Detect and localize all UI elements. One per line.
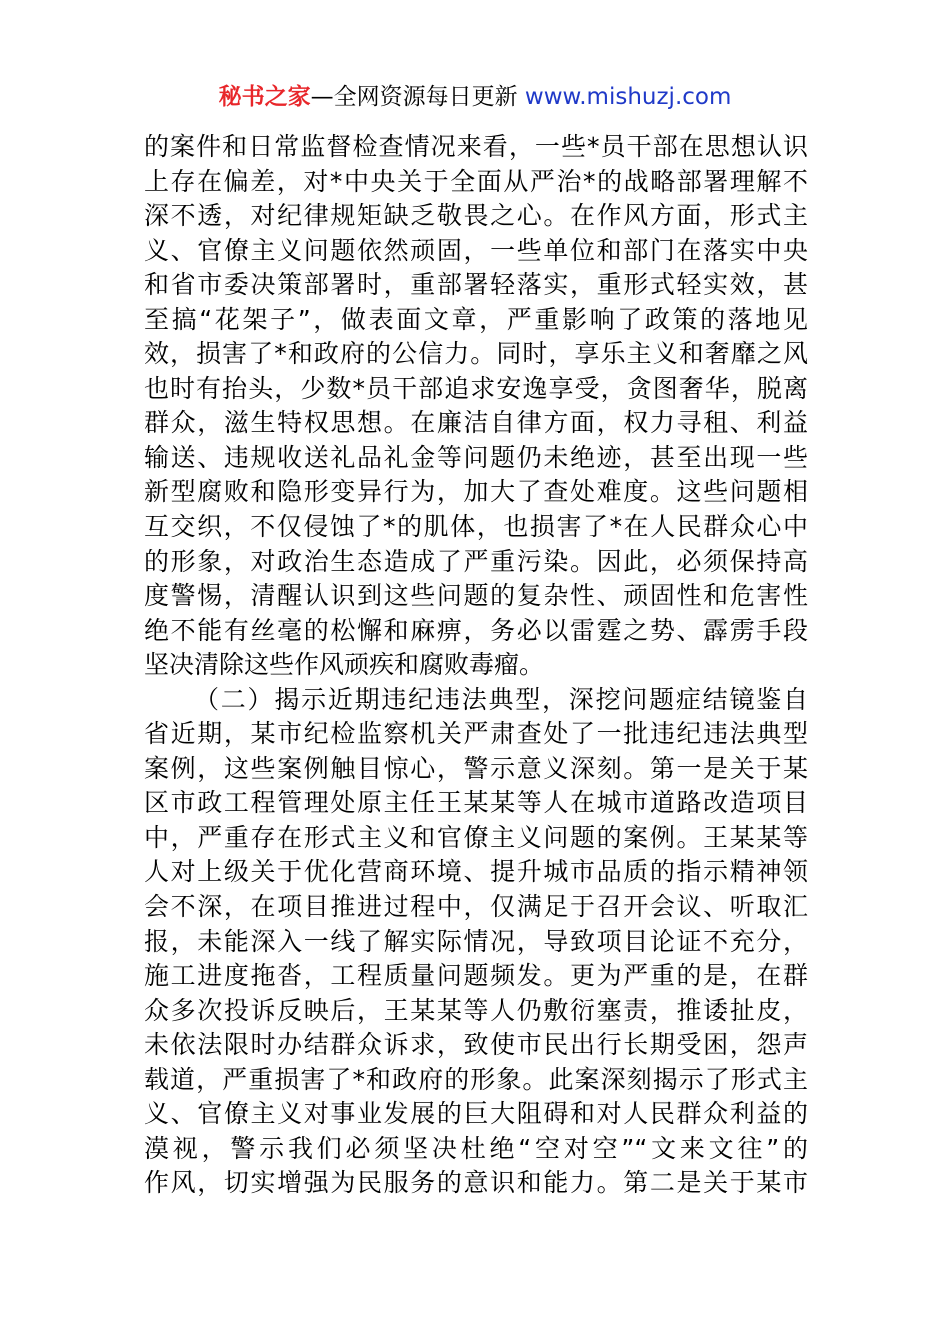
text-line: 的形象，对政治生态造成了严重污染。因此，必须保持高 <box>144 546 808 576</box>
text-line: 绝不能有丝毫的松懈和麻痹，务必以雷霆之势、霹雳手段 <box>144 615 808 645</box>
site-url-link[interactable]: www.mishuzj.com <box>524 84 732 110</box>
text-line: 群众，滋生特权思想。在廉洁自律方面，权力寻租、利益 <box>144 408 808 438</box>
text-line: 上存在偏差，对*中央关于全面从严治*的战略部署理解不 <box>144 166 808 196</box>
text-line: 报，未能深入一线了解实际情况，导致项目论证不充分， <box>144 926 808 956</box>
text-line: 作风，切实增强为民服务的意识和能力。第二是关于某市 <box>144 1168 808 1198</box>
text-line: 案例，这些案例触目惊心，警示意义深刻。第一是关于某 <box>144 753 808 783</box>
text-line: 区市政工程管理处原主任王某某等人在城市道路改造项目 <box>144 788 808 818</box>
text-line: 施工进度拖沓，工程质量问题频发。更为严重的是，在群 <box>144 961 808 991</box>
text-line: 输送、违规收送礼品礼金等问题仍未绝迹，甚至出现一些 <box>144 442 808 472</box>
text-line: 至搞“花架子”，做表面文章，严重影响了政策的落地见 <box>144 304 808 334</box>
text-line: 义、官僚主义对事业发展的巨大阻碍和对人民群众利益的 <box>144 1099 808 1129</box>
site-tagline: —全网资源每日更新 <box>310 84 518 110</box>
text-line: 载道，严重损害了*和政府的形象。此案深刻揭示了形式主 <box>144 1064 808 1094</box>
text-line: 会不深，在项目推进过程中，仅满足于召开会议、听取汇 <box>144 892 808 922</box>
text-line: 漠视，警示我们必须坚决杜绝“空对空”“文来文往”的 <box>144 1133 808 1163</box>
text-line: 深不透，对纪律规矩缺乏敬畏之心。在作风方面，形式主 <box>144 201 808 231</box>
text-line: 新型腐败和隐形变异行为，加大了查处难度。这些问题相 <box>144 477 808 507</box>
text-line: 中，严重存在形式主义和官僚主义问题的案例。王某某等 <box>144 822 808 852</box>
text-line: 人对上级关于优化营商环境、提升城市品质的指示精神领 <box>144 857 808 887</box>
text-line: 义、官僚主义问题依然顽固，一些单位和部门在落实中央 <box>144 235 808 265</box>
text-line: 众多次投诉反映后，王某某等人仍敷衍塞责，推诿扯皮， <box>144 995 808 1025</box>
text-line: 度警惕，清醒认识到这些问题的复杂性、顽固性和危害性 <box>144 581 808 611</box>
text-line: 未依法限时办结群众诉求，致使市民出行长期受困，怨声 <box>144 1030 808 1060</box>
text-line: 的案件和日常监督检查情况来看，一些*员干部在思想认识 <box>144 132 808 161</box>
text-line: 也时有抬头，少数*员干部追求安逸享受，贪图奢华，脱离 <box>144 373 808 403</box>
document-body <box>144 130 808 1201</box>
text-line: 和省市委决策部署时，重部署轻落实，重形式轻实效，甚 <box>144 270 808 300</box>
text-line: 省近期，某市纪检监察机关严肃查处了一批违纪违法典型 <box>144 719 808 749</box>
paragraph-end-line: 坚决清除这些作风顽疾和腐败毒瘤。 <box>144 650 545 680</box>
text-line: 效，损害了*和政府的公信力。同时，享乐主义和奢靡之风 <box>144 339 808 369</box>
text-line: 互交织，不仅侵蚀了*的肌体，也损害了*在人民群众心中 <box>144 512 808 542</box>
section-heading-line: （二）揭示近期违纪违法典型，深挖问题症结镜鉴自 <box>194 684 808 714</box>
site-brand: 秘书之家 <box>218 84 311 110</box>
site-header <box>0 80 950 114</box>
